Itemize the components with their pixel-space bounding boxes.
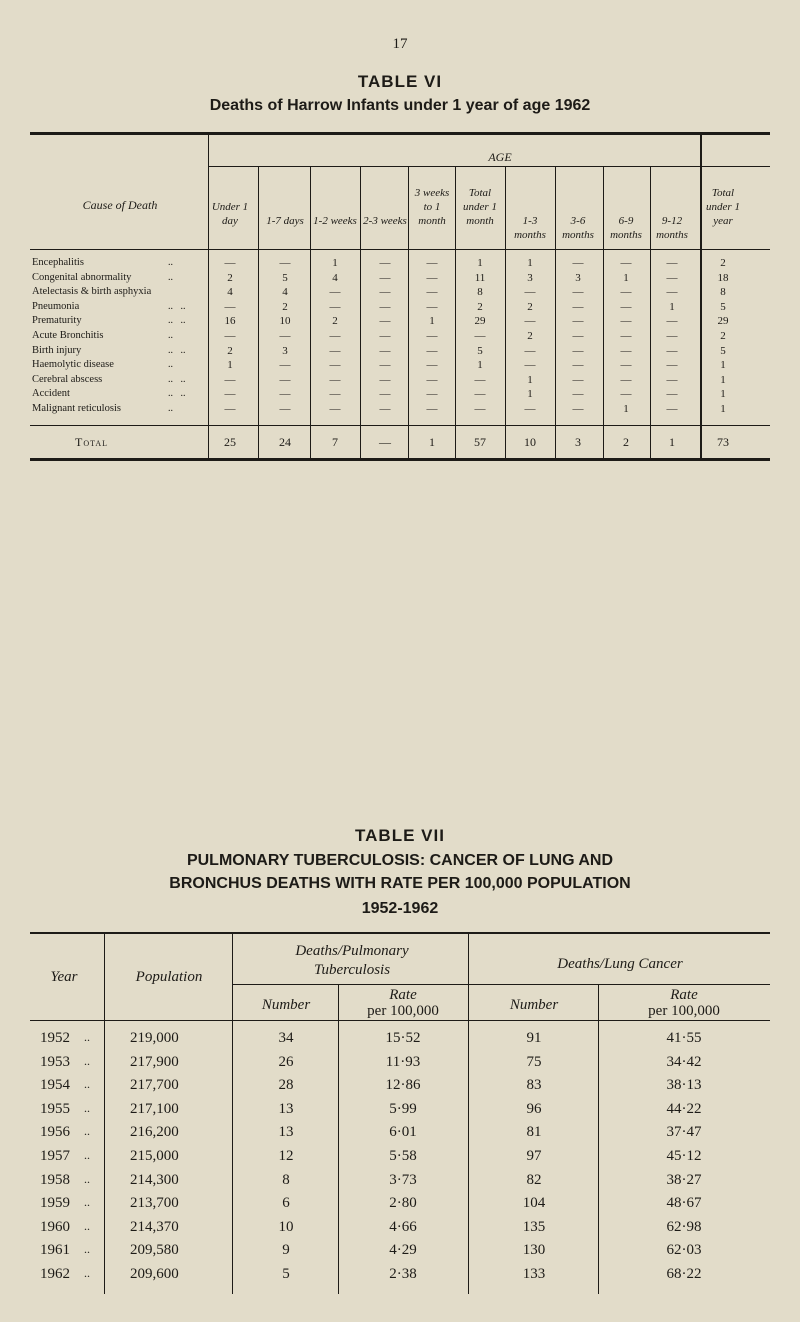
table6-col-header: Under 1 day [211, 201, 249, 227]
table7-cell-tb-rate: 6·01 [389, 1124, 417, 1141]
table7-cell-tb-number: 12 [278, 1148, 294, 1164]
table-row [0, 1077, 800, 1095]
table6-age-header: AGE [488, 150, 512, 164]
table6-col-header: Total under 1 month [463, 187, 497, 227]
table7-year-dots: .. [84, 1266, 90, 1280]
table7-year-header: Year [50, 969, 78, 985]
table6-cell: — [426, 403, 438, 415]
table7-cell-population: 213,700 [130, 1195, 179, 1212]
table7-year-dots: .. [84, 1053, 90, 1068]
table6-cell: — [666, 271, 678, 284]
table7-population-header: Population [135, 969, 203, 985]
table6-cell: — [379, 257, 391, 269]
table6-cell: — [474, 330, 486, 342]
table7-cell-population: 217,900 [130, 1053, 179, 1070]
table-row [0, 403, 800, 417]
table7-cell-lc-rate: 38·27 [666, 1171, 702, 1188]
table7-cell-year: 1960 [40, 1218, 70, 1235]
table-row [0, 1242, 800, 1260]
table6-cell: 1 [623, 403, 629, 415]
table6-cell: — [572, 330, 584, 342]
table7-year-dots: .. [84, 1100, 90, 1115]
table6-cell: — [379, 286, 391, 299]
table6-total-label: Total [75, 435, 109, 449]
table6-cell: — [666, 315, 678, 328]
table6-total-cell: 57 [474, 435, 486, 449]
table6-cell: — [224, 330, 236, 342]
table7-cell-tb-number: 34 [278, 1030, 294, 1046]
table6-total-cell: 1 [429, 435, 435, 449]
table6-cell: — [279, 388, 291, 401]
table7-cell-lc-number: 96 [526, 1100, 542, 1117]
table6-cell: — [279, 359, 291, 372]
table6-total-cell: 3 [575, 435, 581, 449]
table7-cell-lc-rate: 41·55 [666, 1030, 702, 1046]
table6-cell: — [474, 403, 486, 415]
table6-cell: — [572, 388, 584, 401]
table6-cell: — [666, 359, 678, 372]
table6-cell: — [224, 257, 236, 269]
table6-cell: — [572, 403, 584, 415]
table6-cell: — [620, 330, 632, 342]
table6-cell: — [524, 403, 536, 415]
table7-cell-tb-rate: 2·38 [389, 1266, 417, 1282]
table6-total-cell: 24 [279, 435, 291, 449]
table7-cell-year: 1953 [40, 1053, 70, 1070]
table7-cell-population: 215,000 [130, 1148, 179, 1164]
table6-cell: — [426, 271, 438, 284]
table7-cell-lc-rate: 62·03 [666, 1242, 702, 1259]
table6-cell: — [224, 403, 236, 415]
table6-cell: — [666, 257, 678, 269]
table7-cell-lc-number: 82 [526, 1171, 542, 1188]
table-row [0, 330, 800, 344]
table6-cell: — [666, 330, 678, 342]
table7-cell-lc-number: 133 [522, 1266, 546, 1282]
table7-top-rule [30, 932, 770, 934]
table-row [0, 374, 800, 388]
table6-cell: — [666, 388, 678, 401]
table6-cell: — [329, 359, 341, 372]
table6-cell: 11 [474, 271, 486, 284]
table7-cell-lc-rate: 37·47 [666, 1124, 702, 1141]
table6-cell: 1 [720, 373, 726, 386]
table-row [0, 1054, 800, 1072]
table7-year-dots: .. [84, 1171, 90, 1186]
table6-cell: — [572, 257, 584, 269]
table6-cell: — [224, 388, 236, 401]
table6-leader-dots: .. [168, 359, 173, 371]
table6-cell: — [279, 330, 291, 342]
table6-cell: 3 [282, 344, 288, 357]
table7-subtitle-line2: BRONCHUS DEATHS WITH RATE PER 100,000 POPULATION [169, 875, 631, 892]
table7-cell-tb-number: 5 [282, 1266, 290, 1282]
table6-cell: 29 [717, 315, 729, 328]
table6-cell: — [572, 373, 584, 386]
table6-cell: 10 [279, 315, 291, 328]
table7-cell-year: 1955 [40, 1100, 70, 1117]
table6-total-cell: — [379, 435, 391, 449]
table6-cell: — [329, 344, 341, 357]
table7-cell-tb-rate: 5·99 [389, 1100, 417, 1117]
table6-cell: — [426, 300, 438, 313]
table6-cell: — [379, 373, 391, 386]
table6-cell: 5 [720, 300, 726, 313]
table6-leader-dots: .. [168, 271, 173, 283]
table6-cell: — [620, 344, 632, 357]
table6-cause-label: Encephalitis [32, 257, 84, 268]
table7-year-dots: .. [84, 1148, 90, 1162]
table6-cell: — [666, 373, 678, 386]
table7-cell-population: 209,580 [130, 1242, 179, 1259]
table6-cell: 1 [720, 359, 726, 372]
table6-cell: — [329, 300, 341, 313]
table6-col-header: 1-7 days [266, 215, 304, 227]
table7-year-dots: .. [84, 1242, 90, 1257]
table6-leader-dots: .. .. [168, 300, 186, 312]
table6-cell: — [379, 388, 391, 401]
table-row [0, 1219, 800, 1237]
table7-cell-year: 1962 [40, 1266, 70, 1282]
table6-cell: — [524, 315, 536, 328]
table6-cause-label: Acute Bronchitis [32, 330, 104, 341]
table6-cell: 8 [720, 286, 726, 299]
table6-leader-dots: .. .. [168, 388, 186, 400]
table6-cell: — [329, 330, 341, 342]
table6-cell: — [572, 286, 584, 299]
table6-cell: — [426, 373, 438, 386]
table6-cell: — [329, 373, 341, 386]
table7-cancer-group-header: Deaths/Lung Cancer [557, 956, 683, 972]
table7-cell-tb-rate: 4·66 [389, 1218, 417, 1235]
table-row [0, 315, 800, 329]
table-row [0, 388, 800, 402]
table6-cell: 1 [527, 257, 533, 269]
table6-cell: 1 [527, 388, 533, 401]
table7-cell-lc-rate: 38·13 [666, 1077, 702, 1094]
table-row [0, 1172, 800, 1190]
table7-tb-number-header: Number [261, 997, 311, 1013]
table6-top-rule [30, 132, 770, 135]
table6-total-cell: 73 [717, 435, 729, 449]
table6-cell: 2 [527, 300, 533, 313]
table7-cell-tb-number: 8 [282, 1171, 290, 1188]
table7-year-dots: .. [84, 1124, 90, 1139]
table6-cell: 16 [224, 315, 236, 328]
table7-cell-year: 1952 [40, 1030, 70, 1046]
table7-cell-tb-rate: 4·29 [389, 1242, 417, 1259]
table6-cell: — [620, 373, 632, 386]
table-row [0, 345, 800, 359]
table6-cell: — [620, 286, 632, 299]
table7-cell-population: 217,700 [130, 1077, 179, 1094]
table7-lc-rate-header: Rate [670, 987, 698, 1003]
table6-cell: — [379, 271, 391, 284]
table6-cell: 2 [477, 300, 483, 313]
table6-cell: 4 [227, 286, 233, 299]
table6-total-cell: 7 [332, 435, 338, 449]
table7-cell-year: 1954 [40, 1077, 70, 1094]
table6-header-rule [30, 249, 770, 250]
table6-cell: 1 [332, 257, 338, 269]
table6-cell: 2 [332, 315, 338, 328]
table6-leader-dots: .. .. [168, 344, 186, 356]
table6-col-header: 2-3 weeks [363, 215, 407, 227]
table7-cell-year: 1958 [40, 1171, 70, 1188]
table7-cell-lc-number: 97 [526, 1148, 542, 1164]
table6-cell: — [620, 315, 632, 328]
table7-lc-rate-unit: per 100,000 [648, 1003, 720, 1019]
table6-cause-label: Accident [32, 388, 70, 400]
table7-cell-population: 216,200 [130, 1124, 179, 1141]
table6-cell: — [224, 300, 236, 313]
table6-cell: 1 [527, 373, 533, 386]
table6-cell: 1 [477, 359, 483, 372]
table6-cell: 2 [720, 257, 726, 269]
table6-cause-label: Cerebral abscess [32, 373, 103, 385]
table6-bottom-rule [30, 458, 770, 461]
table6-cell: — [329, 403, 341, 415]
table6-leader-dots: .. [168, 403, 173, 414]
table6-cell: — [474, 373, 486, 386]
table6-cell: 18 [717, 271, 729, 284]
page-number: 17 [392, 36, 408, 52]
table6-title: TABLE VI [357, 72, 443, 91]
table6-cell: 2 [527, 330, 533, 342]
table7-cell-lc-rate: 68·22 [666, 1266, 702, 1282]
table-row [0, 1195, 800, 1213]
table7-tb-group-header: Deaths/Pulmonary Tuberculosis [295, 943, 409, 978]
table7-cell-tb-number: 26 [278, 1053, 294, 1070]
table6-cell: — [426, 359, 438, 372]
table6-cell: 5 [477, 344, 483, 357]
table6-total-cell: 1 [669, 435, 675, 449]
table-row [0, 1266, 800, 1284]
table7-cell-year: 1956 [40, 1124, 70, 1141]
table6-cell: — [279, 373, 291, 386]
table6-cell: 1 [720, 388, 726, 401]
table6-col-header: 9-12 months [656, 215, 688, 241]
table6-cell: 8 [477, 286, 483, 299]
table7-cell-tb-number: 13 [278, 1100, 294, 1117]
table6-cell: — [426, 388, 438, 401]
table7-cell-tb-rate: 2·80 [389, 1195, 417, 1212]
table6-cell: 5 [282, 271, 288, 284]
table7-cell-tb-number: 6 [282, 1195, 290, 1212]
table6-cell: — [620, 388, 632, 401]
table6-cell: 1 [477, 257, 483, 269]
table6-cell: 3 [575, 271, 581, 284]
table7-cell-tb-number: 28 [278, 1077, 294, 1094]
table6-leader-dots: .. [168, 330, 173, 341]
table6-cell: — [379, 315, 391, 328]
table7-cell-lc-number: 75 [526, 1053, 542, 1070]
table-row [0, 1148, 800, 1166]
table6-col-header: 1-3 months [514, 215, 546, 241]
table-row [0, 1101, 800, 1119]
table6-cell: 2 [227, 271, 233, 284]
table7-cell-lc-number: 83 [526, 1077, 542, 1094]
table6-cause-label: Pneumonia [32, 300, 80, 312]
table6-subtitle: Deaths of Harrow Infants under 1 year of age 1962 [209, 97, 591, 114]
table6-cell: — [426, 344, 438, 357]
table7-cell-lc-rate: 62·98 [666, 1218, 702, 1235]
table6-cell: — [524, 359, 536, 372]
table6-cell: — [572, 315, 584, 328]
table6-cell: — [224, 373, 236, 386]
table7-title: TABLE VII [355, 826, 445, 845]
table7-group-rule [232, 984, 770, 985]
table6-cell: 2 [720, 330, 726, 342]
table7-cell-population: 209,600 [130, 1266, 179, 1282]
table6-cell: — [379, 330, 391, 342]
table7-year-dots: .. [84, 1195, 90, 1210]
table6-cell: — [426, 257, 438, 269]
table7-cell-tb-number: 13 [278, 1124, 294, 1141]
table7-cell-population: 217,100 [130, 1100, 179, 1117]
table7-cell-lc-number: 130 [522, 1242, 546, 1259]
table6-col-header: 3-6 months [562, 215, 594, 241]
table7-year-dots: .. [84, 1030, 90, 1044]
table6-cell: — [426, 330, 438, 342]
table6-col-header: Total under 1 year [706, 187, 740, 227]
table7-subtitle-line3: 1952-1962 [361, 900, 439, 917]
table6-cell: — [524, 344, 536, 357]
table6-cell: — [426, 286, 438, 299]
table7-cell-population: 219,000 [130, 1030, 179, 1046]
table6-cell: — [572, 300, 584, 313]
table7-cell-tb-rate: 11·93 [385, 1053, 421, 1070]
table7-cell-lc-number: 91 [526, 1030, 542, 1046]
table7-cell-lc-rate: 44·22 [666, 1100, 702, 1117]
table6-cell: — [666, 286, 678, 299]
table6-col-header: 1-2 weeks [313, 215, 357, 227]
table6-col-header: 3 weeks to 1 month [414, 187, 450, 227]
table6-leader-dots: .. .. [168, 373, 186, 385]
table6-cell: — [666, 344, 678, 357]
table7-lc-number-header: Number [509, 997, 559, 1013]
table6-cell: — [279, 403, 291, 415]
table7-year-dots: .. [84, 1077, 90, 1092]
table6-cell: — [620, 257, 632, 269]
table7-year-dots: .. [84, 1218, 90, 1233]
table6-total-rule [30, 425, 770, 426]
table6-cell: — [474, 388, 486, 401]
table6-cell: — [620, 359, 632, 372]
table6-cell: — [379, 403, 391, 415]
table6-cell: 4 [332, 271, 338, 284]
table6-cause-label: Prematurity [32, 315, 82, 327]
table-row [0, 359, 800, 373]
table-row [0, 1030, 800, 1048]
table6-leader-dots: .. [168, 257, 173, 268]
table7-subtitle-line1: PULMONARY TUBERCULOSIS: CANCER OF LUNG AND [186, 852, 614, 869]
table6-total-cell: 25 [224, 435, 236, 449]
table6-cell: 1 [227, 359, 233, 372]
table7-cell-tb-number: 10 [278, 1218, 294, 1235]
table6-cell: — [329, 388, 341, 401]
table6-cell: — [329, 286, 341, 299]
table6-cell: — [572, 344, 584, 357]
table6-cell: — [620, 300, 632, 313]
table7-cell-lc-rate: 48·67 [666, 1195, 702, 1212]
table7-cell-tb-number: 9 [282, 1242, 290, 1259]
table7-cell-lc-number: 135 [522, 1218, 546, 1235]
table6-cell: 1 [669, 300, 675, 313]
table-row [0, 286, 800, 300]
table6-cell: — [379, 344, 391, 357]
table6-cell: 29 [474, 315, 486, 328]
table6-cell: 4 [282, 286, 288, 299]
table6-cell: 3 [527, 271, 533, 284]
table7-cell-tb-rate: 3·73 [389, 1171, 417, 1188]
table6-cell: 2 [227, 344, 233, 357]
table6-cell: — [379, 359, 391, 372]
table7-tb-rate-unit: per 100,000 [367, 1003, 439, 1019]
table7-cell-tb-rate: 12·86 [385, 1077, 421, 1094]
table6-cell: — [524, 286, 536, 299]
table6-cell: — [279, 257, 291, 269]
table6-cause-label: Malignant reticulosis [32, 403, 121, 414]
table7-cell-year: 1957 [40, 1148, 70, 1164]
table6-cell: 2 [282, 300, 288, 313]
table7-cell-lc-rate: 34·42 [666, 1053, 702, 1070]
table6-cell: — [666, 403, 678, 415]
table7-cell-population: 214,300 [130, 1171, 179, 1188]
table6-cell: 1 [429, 315, 435, 328]
table6-cause-label: Haemolytic disease [32, 359, 114, 371]
table7-cell-lc-rate: 45·12 [666, 1148, 702, 1164]
table-row [0, 257, 800, 271]
table6-age-rule [208, 166, 770, 167]
table6-cell: 5 [720, 344, 726, 357]
table7-cell-population: 214,370 [130, 1218, 179, 1235]
table-row [0, 1124, 800, 1142]
table7-cell-lc-number: 81 [526, 1124, 542, 1141]
table7-cell-year: 1959 [40, 1195, 70, 1212]
table6-cell: — [379, 300, 391, 313]
table6-cause-label: Atelectasis & birth asphyxia [32, 286, 152, 298]
table7-cell-lc-number: 104 [522, 1195, 546, 1212]
table6-col-header: 6-9 months [610, 215, 642, 241]
table6-total-cell: 10 [524, 435, 536, 449]
table7-cell-tb-rate: 15·52 [385, 1030, 421, 1046]
table6-leader-dots: .. .. [168, 315, 186, 327]
table6-cell: — [572, 359, 584, 372]
table7-cell-year: 1961 [40, 1242, 70, 1259]
table6-cell: 1 [720, 403, 726, 415]
table6-cell: 1 [623, 271, 629, 284]
table-row [0, 301, 800, 315]
table6-cause-label: Congenital abnormality [32, 271, 132, 283]
table6-total-cell: 2 [623, 435, 629, 449]
table6-cause-label: Birth injury [32, 344, 82, 356]
table7-cell-tb-rate: 5·58 [389, 1148, 417, 1164]
table7-tb-rate-header: Rate [389, 987, 417, 1003]
table6-cause-header: Cause of Death [82, 198, 158, 212]
table-row [0, 272, 800, 286]
